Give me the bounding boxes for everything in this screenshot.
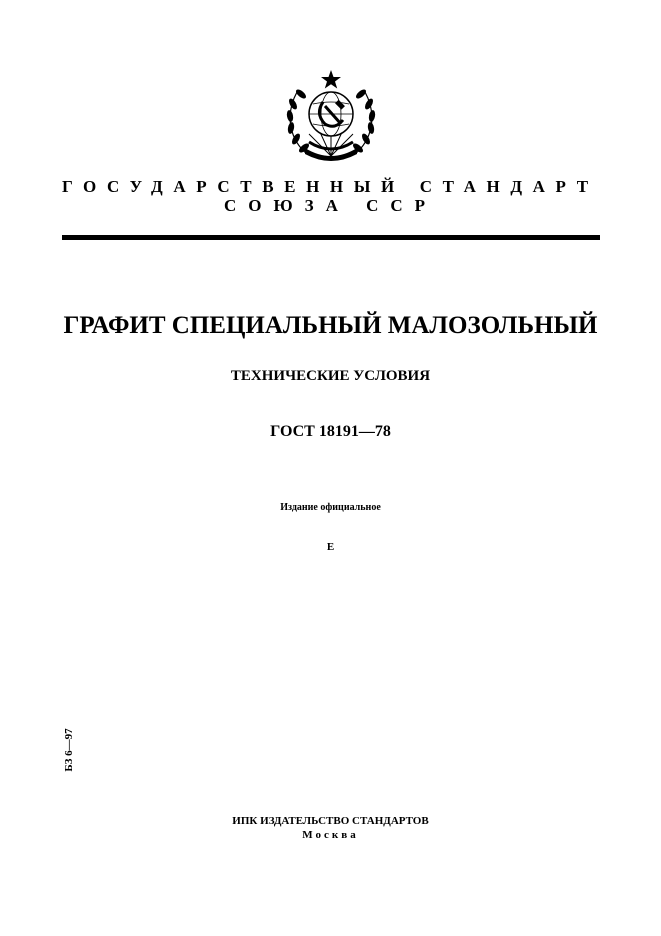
- publisher-city: Москва: [302, 829, 359, 841]
- edition-note: Издание официальное: [280, 502, 381, 513]
- standard-header-line1: ГОСУДАРСТВЕННЫЙ СТАНДАРТ: [62, 177, 599, 196]
- standard-header-line2: СОЮЗА ССР: [223, 196, 438, 215]
- standard-number: ГОСТ 18191—78: [270, 423, 391, 440]
- header-rule: [62, 235, 600, 240]
- side-code-text: БЗ 6—97: [63, 728, 75, 772]
- document-title: ГРАФИТ СПЕЦИАЛЬНЫЙ МАЛОЗОЛЬНЫЙ: [63, 312, 598, 339]
- ussr-state-emblem-icon: [279, 64, 383, 168]
- document-subtitle: ТЕХНИЧЕСКИЕ УСЛОВИЯ: [230, 368, 431, 384]
- edition-mark: Е: [326, 541, 335, 553]
- publisher-name: ИПК ИЗДАТЕЛЬСТВО СТАНДАРТОВ: [232, 815, 429, 827]
